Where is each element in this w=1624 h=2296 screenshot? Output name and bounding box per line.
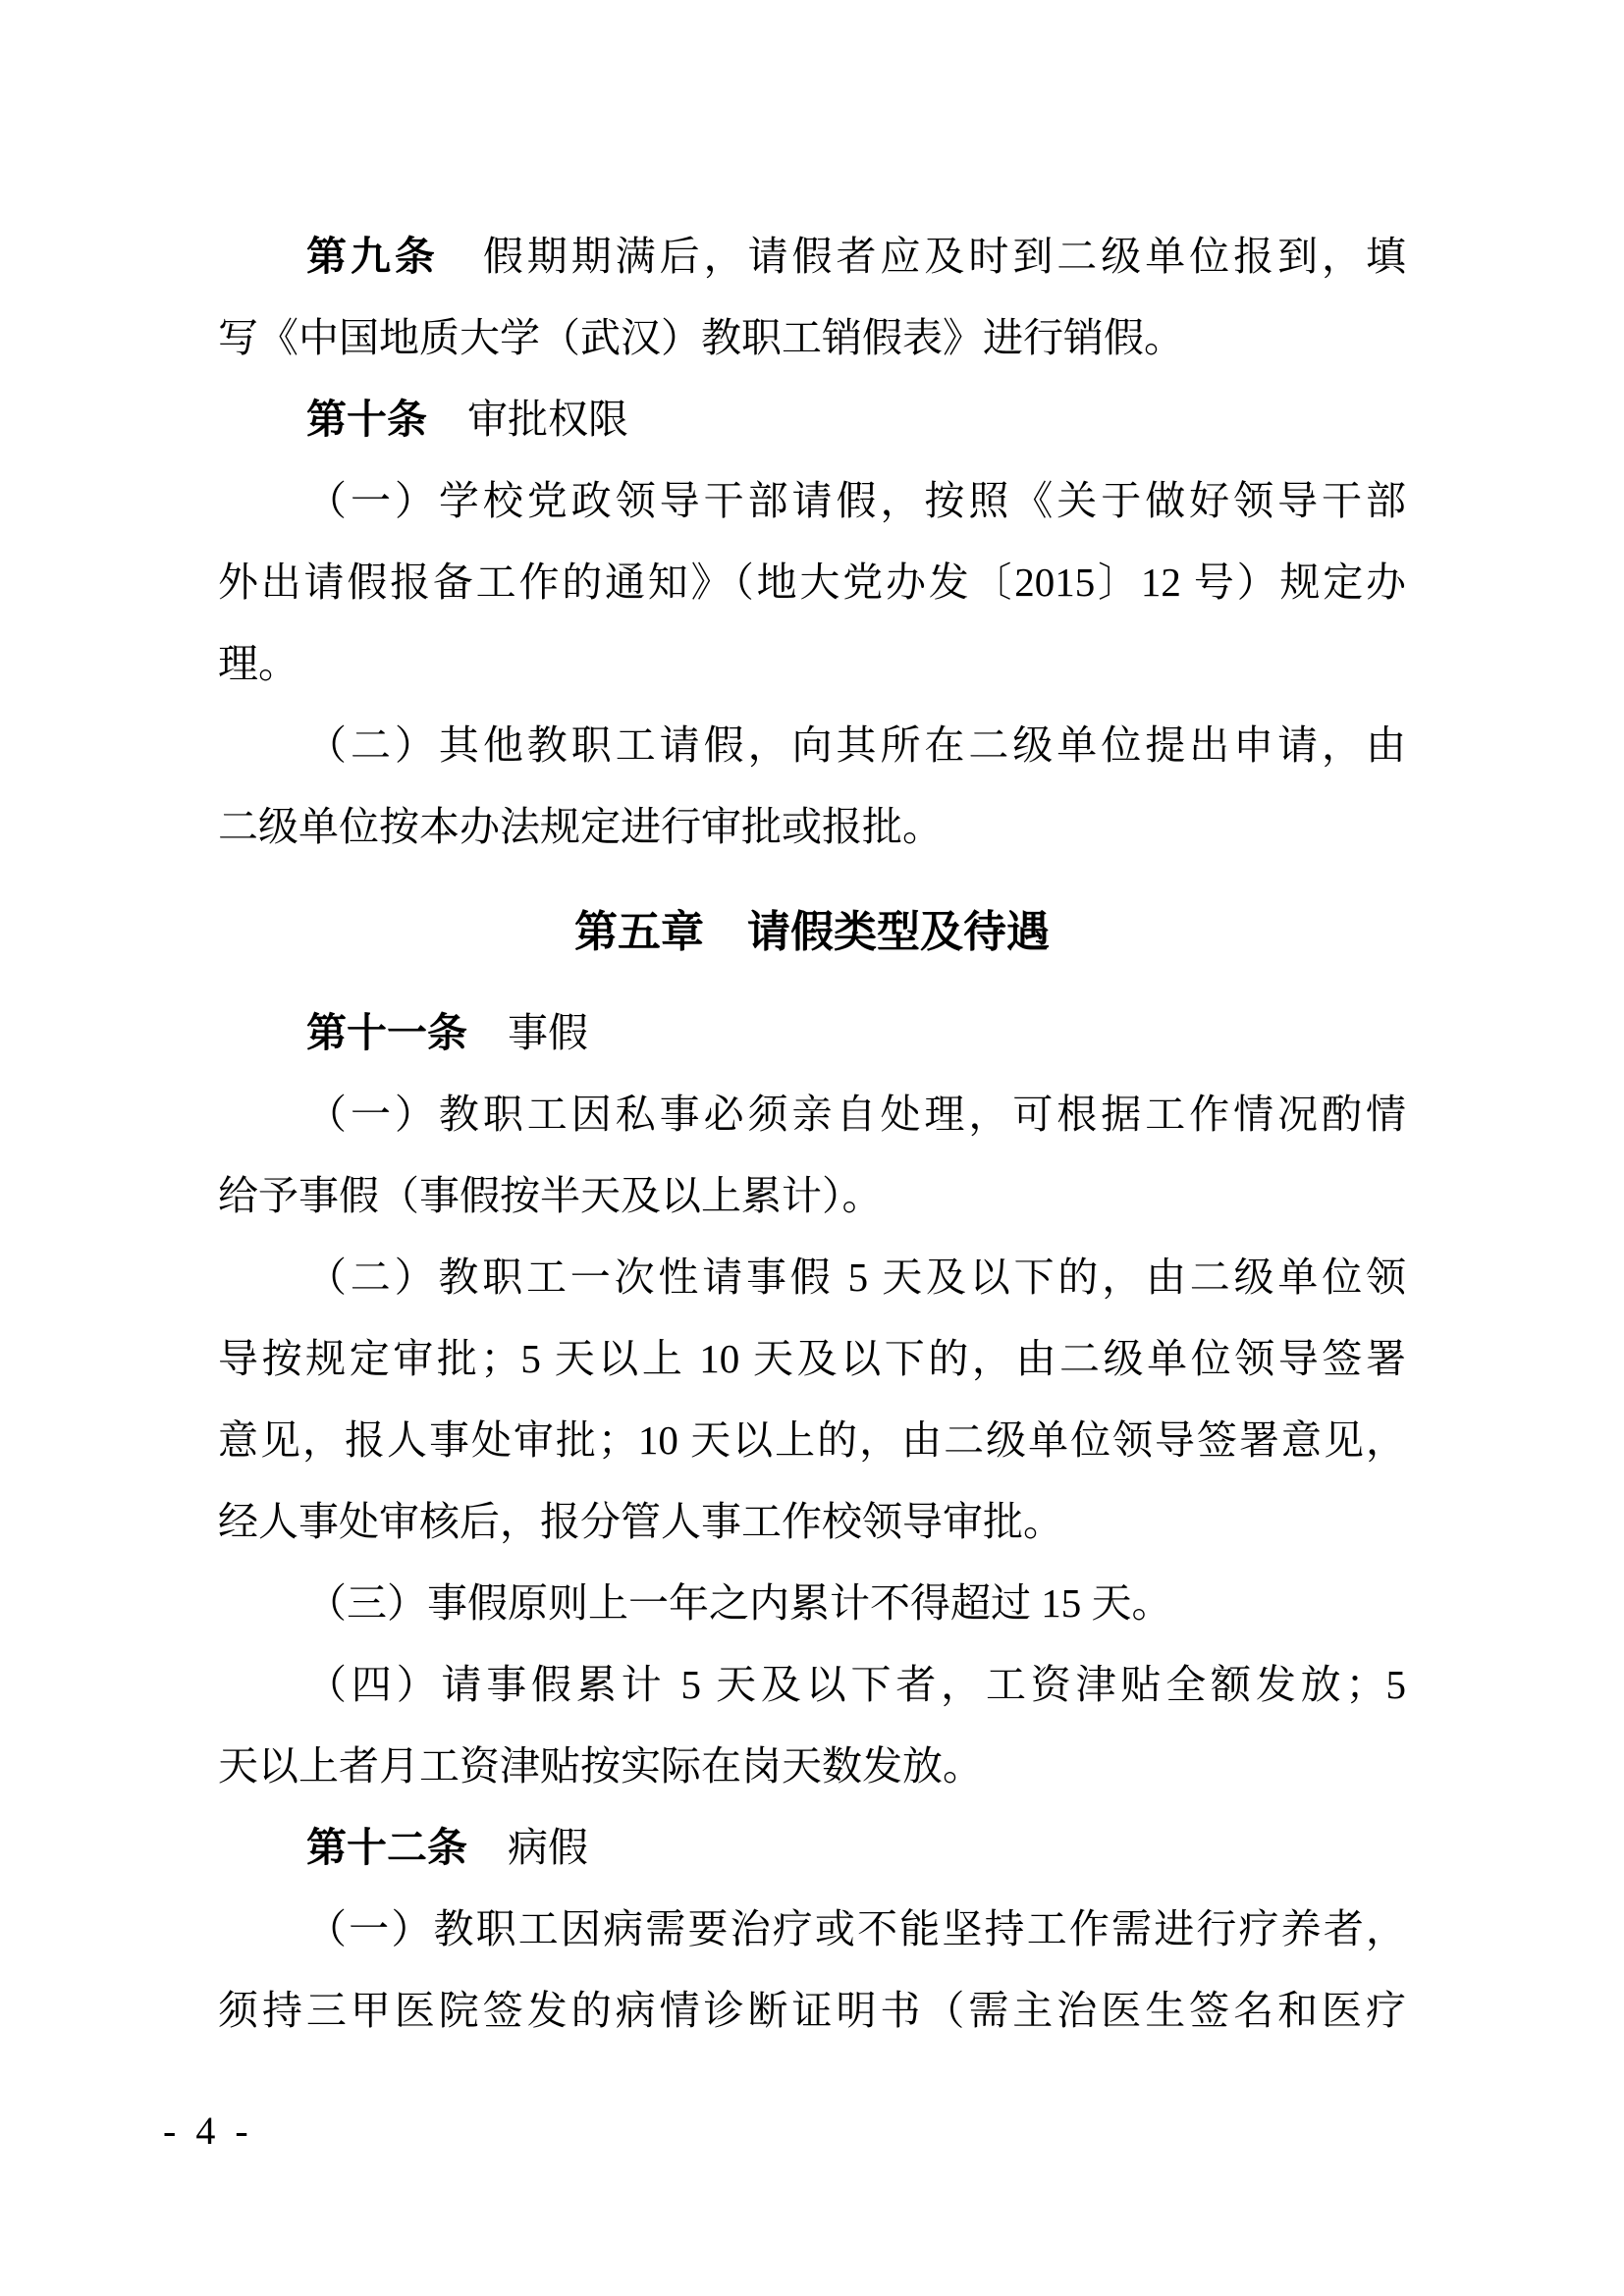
text-segment: （三）事假原则上一年之内累计不得超过 15 天。 — [306, 1580, 1172, 1626]
text-segment: 事假 — [467, 1010, 588, 1055]
text-line — [218, 1726, 1406, 1807]
bold-term: 第十二条 — [306, 1825, 467, 1870]
text-line — [218, 297, 1406, 379]
text-segment: 外出请假报备工作的通知》（地大党办发〔2015〕12 号）规定办 — [218, 560, 1406, 605]
text-segment: （四）请事假累计 5 天及以下者，工资津贴全额发放；5 — [306, 1662, 1406, 1707]
text-line — [218, 1074, 1406, 1155]
text-line — [218, 1563, 1406, 1644]
text-line — [218, 992, 1406, 1074]
text-line — [218, 1155, 1406, 1237]
bold-term: 第十条 — [306, 397, 427, 442]
bold-term: 第十一条 — [306, 1010, 467, 1055]
text-segment: （二）教职工一次性请事假 5 天及以下的，由二级单位领 — [306, 1255, 1406, 1300]
text-segment: 经人事处审核后，报分管人事工作校领导审批。 — [218, 1499, 1063, 1544]
document-body — [218, 216, 1406, 2052]
text-line — [218, 216, 1406, 297]
text-line — [218, 1970, 1406, 2052]
text-segment: 须持三甲医院签发的病情诊断证明书（需主治医生签名和医疗 — [218, 1988, 1406, 2033]
text-line — [218, 542, 1406, 623]
text-segment: 导按规定审批；5 天以上 10 天及以下的，由二级单位领导签署 — [218, 1336, 1406, 1381]
text-segment: 天以上者月工资津贴按实际在岗天数发放。 — [218, 1743, 983, 1789]
text-segment: 给予事假（事假按半天及以上累计）。 — [218, 1173, 883, 1218]
text-line — [218, 705, 1406, 786]
text-line — [218, 1889, 1406, 1970]
text-line — [218, 1400, 1406, 1481]
chapter-heading — [218, 891, 1406, 973]
text-line — [218, 1807, 1406, 1889]
text-segment: 写《中国地质大学（武汉）教职工销假表》进行销假。 — [218, 315, 1184, 360]
text-segment: 意见，报人事处审批；10 天以上的，由二级单位领导签署意见， — [218, 1417, 1406, 1463]
text-line — [218, 1318, 1406, 1400]
text-line — [218, 1237, 1406, 1318]
text-segment: 审批权限 — [427, 397, 628, 442]
text-line — [218, 379, 1406, 460]
text-segment: 假期期满后，请假者应及时到二级单位报到，填 — [438, 234, 1406, 279]
text-line — [218, 623, 1406, 705]
bold-term: 第九条 — [306, 234, 439, 279]
text-segment: 二级单位按本办法规定进行审批或报批。 — [218, 804, 943, 849]
text-line — [218, 1644, 1406, 1726]
text-line — [218, 786, 1406, 868]
text-segment: 理。 — [218, 641, 298, 686]
text-segment: 病假 — [467, 1825, 588, 1870]
bold-term: 第五章 请假类型及待遇 — [574, 908, 1050, 956]
page-number: - 4 - — [163, 2109, 253, 2153]
text-line — [218, 460, 1406, 542]
text-segment: （一）教职工因私事必须亲自处理，可根据工作情况酌情 — [306, 1092, 1406, 1137]
text-line — [218, 1481, 1406, 1563]
text-segment: （一）教职工因病需要治疗或不能坚持工作需进行疗养者， — [306, 1906, 1406, 1951]
text-segment: （一）学校党政领导干部请假，按照《关于做好领导干部 — [306, 478, 1406, 523]
text-segment: （二）其他教职工请假，向其所在二级单位提出申请，由 — [306, 722, 1406, 768]
